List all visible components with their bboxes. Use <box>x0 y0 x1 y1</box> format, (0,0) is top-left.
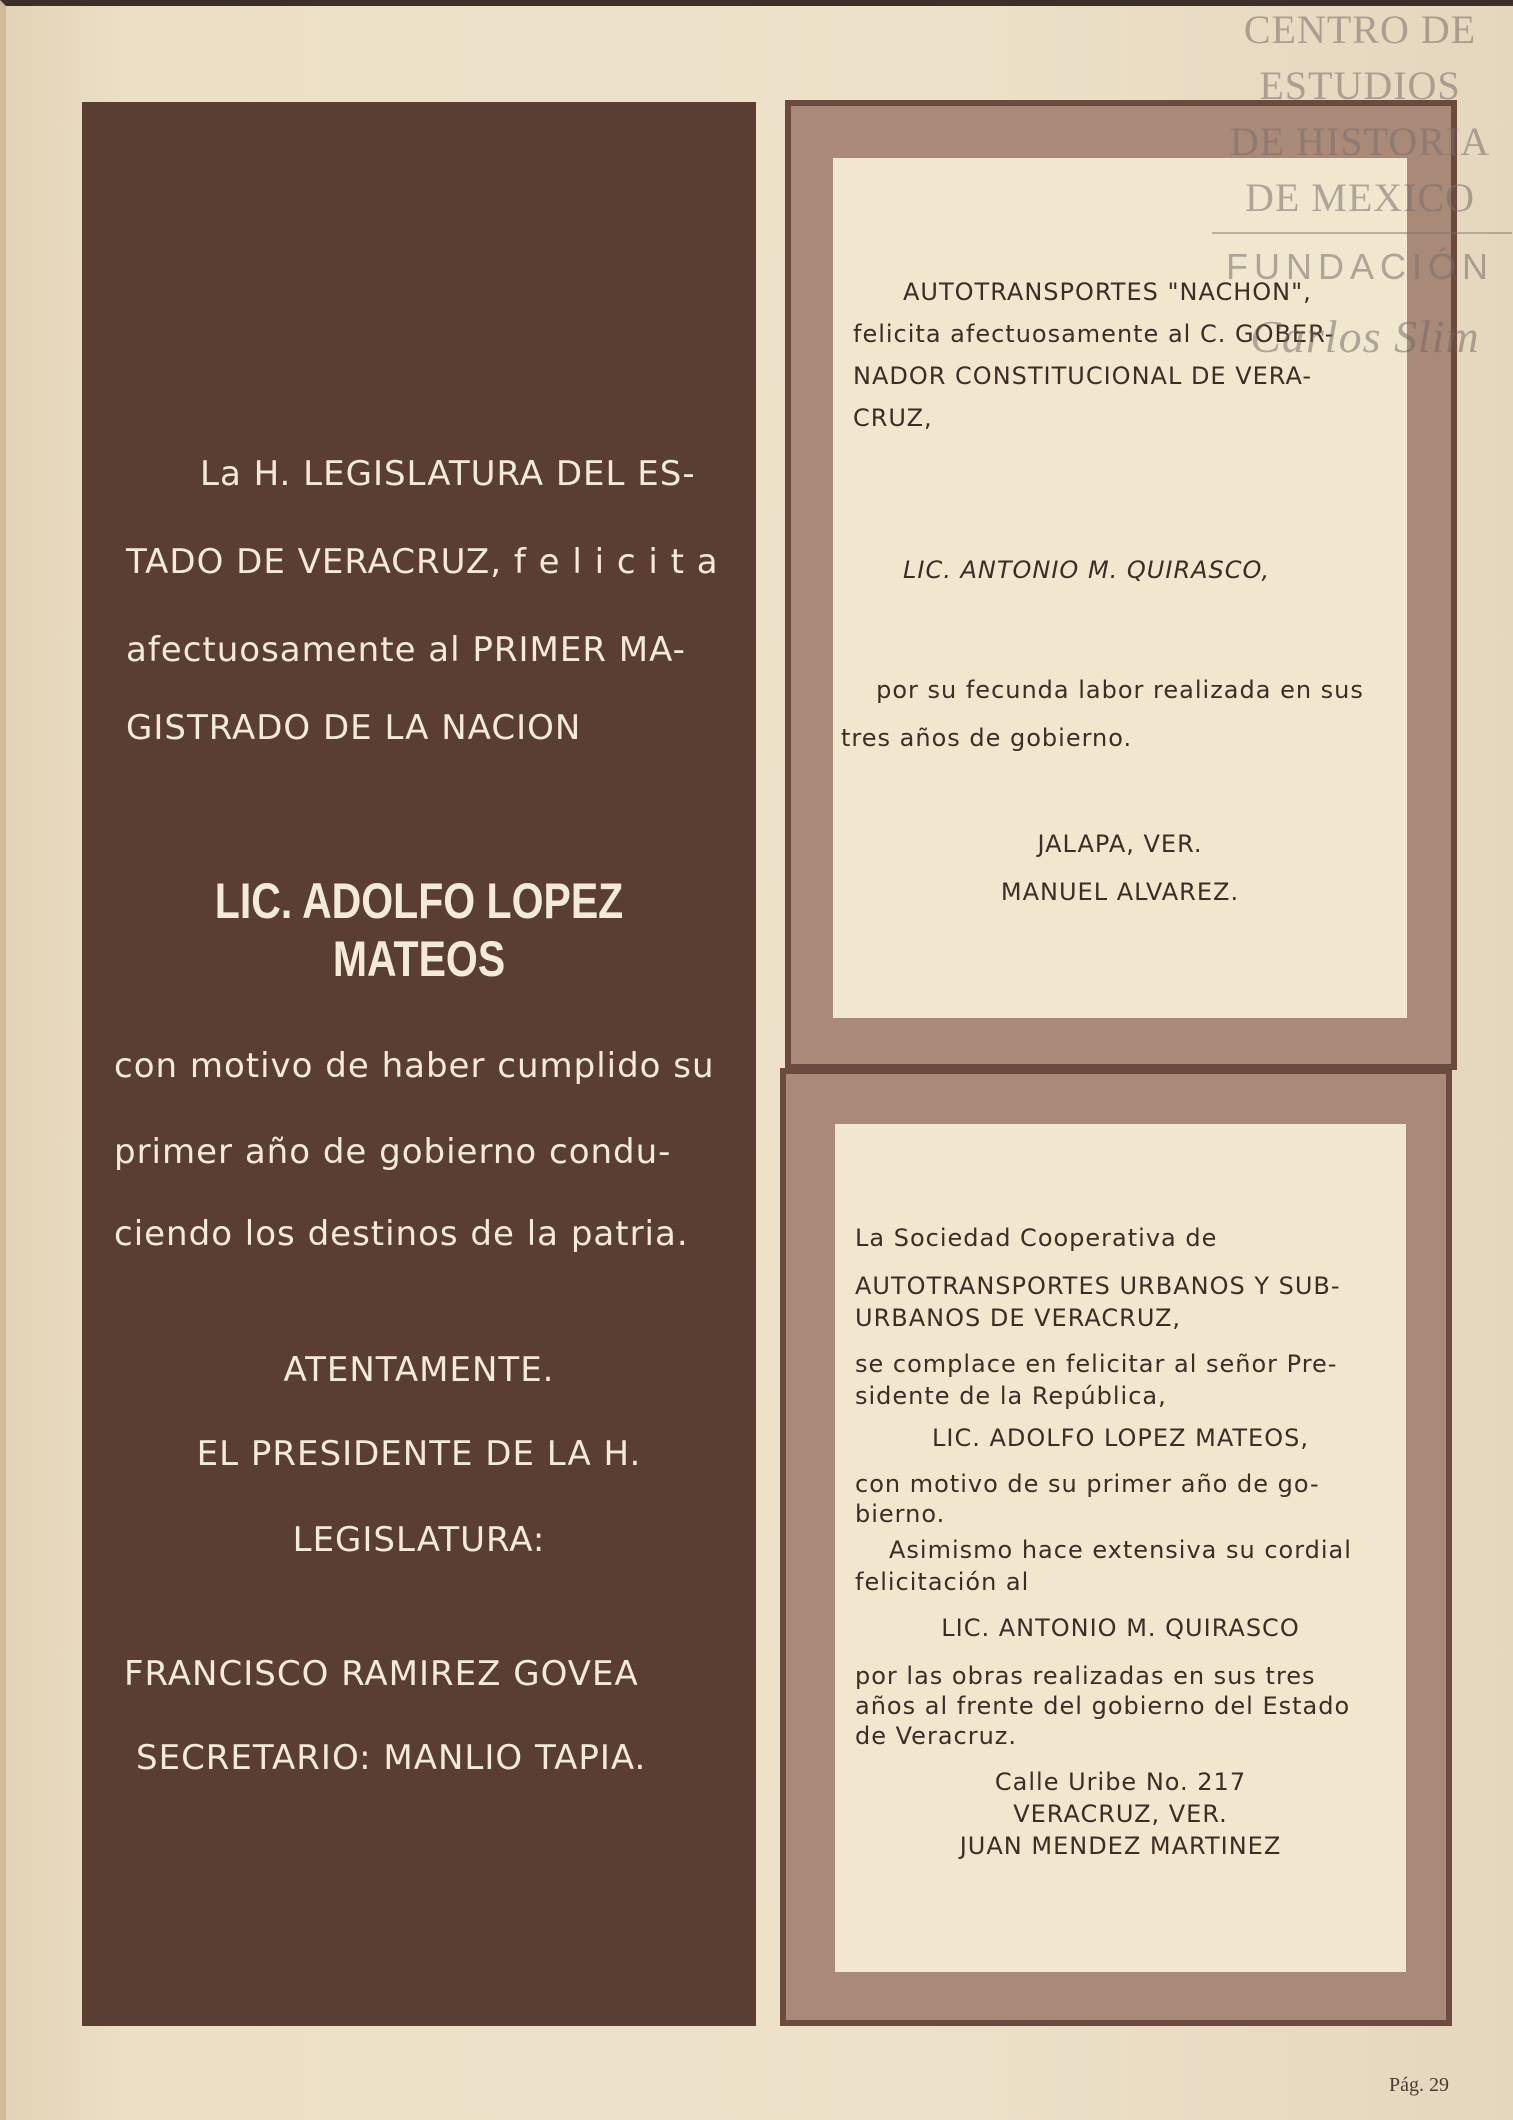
watermark-foundation: FUNDACIÓN <box>1226 246 1494 287</box>
ad-line: CRUZ, <box>853 404 933 432</box>
ad-city: VERACRUZ, VER. <box>1013 1800 1228 1828</box>
watermark-signature: Carlos Slim <box>1250 311 1480 362</box>
intro-line: afectuosamente al PRIMER MA- <box>126 630 686 670</box>
ad-signer: JUAN MENDEZ MARTINEZ <box>959 1832 1282 1860</box>
intro-line: TADO DE VERACRUZ, f e l i c i t a <box>126 542 719 582</box>
ad-greeting-line: se complace en felicitar al señor Pre- <box>855 1350 1338 1378</box>
ad-honoree: LIC. ADOLFO LOPEZ MATEOS, <box>932 1424 1309 1452</box>
ad-line: AUTOTRANSPORTES "NACHON", <box>903 278 1312 306</box>
watermark-line: CENTRO DE <box>1243 7 1477 52</box>
watermark-line: DE MEXICO <box>1244 175 1476 220</box>
closing-text: ATENTAMENTE. <box>283 1350 555 1390</box>
ad-company-line: AUTOTRANSPORTES URBANOS Y SUB- <box>855 1272 1341 1300</box>
watermark-divider <box>1212 232 1512 234</box>
intro-line: La H. LEGISLATURA DEL ES- <box>200 454 696 494</box>
ad-motive-line: con motivo de su primer año de go- <box>855 1470 1320 1498</box>
ad-honoree: LIC. ANTONIO M. QUIRASCO, <box>903 556 1271 584</box>
motive-line: ciendo los destinos de la patria. <box>114 1214 689 1254</box>
legislatura-ad-panel <box>82 102 756 2026</box>
watermark-line: DE HISTORIA <box>1229 119 1491 164</box>
page-number: Pág. 29 <box>1389 2074 1449 2096</box>
honoree-name: LIC. ADOLFO LOPEZ MATEOS <box>214 873 624 987</box>
ad-line: felicita afectuosamente al C. GOBER- <box>853 320 1335 348</box>
ad-intro: La Sociedad Cooperativa de <box>855 1224 1218 1252</box>
president-line: EL PRESIDENTE DE LA H. <box>196 1434 642 1474</box>
president-name: FRANCISCO RAMIREZ GOVEA <box>124 1654 639 1694</box>
intro-line: GISTRADO DE LA NACION <box>126 708 582 748</box>
ad-extension-line: Asimismo hace extensiva su cordial <box>889 1536 1352 1564</box>
ad-works-line: de Veracruz. <box>855 1722 1018 1750</box>
ad-place: JALAPA, VER. <box>1037 830 1203 858</box>
cooperativa-ad-frame <box>780 1068 1452 2026</box>
motive-line: primer año de gobierno condu- <box>114 1132 672 1172</box>
ad-reason-line: por su fecunda labor realizada en sus <box>876 676 1364 704</box>
ad-second-honoree: LIC. ANTONIO M. QUIRASCO <box>941 1614 1300 1642</box>
motive-line: con motivo de haber cumplido su <box>114 1046 715 1086</box>
president-line: LEGISLATURA: <box>292 1520 546 1560</box>
ad-works-line: por las obras realizadas en sus tres <box>855 1662 1316 1690</box>
ad-greeting-line: sidente de la República, <box>855 1382 1167 1410</box>
ad-company-line: URBANOS DE VERACRUZ, <box>855 1304 1182 1332</box>
secretary-name: SECRETARIO: MANLIO TAPIA. <box>136 1738 647 1778</box>
ad-line: NADOR CONSTITUCIONAL DE VERA- <box>853 362 1313 390</box>
ad-motive-line: bierno. <box>855 1500 946 1528</box>
cooperativa-ad-card <box>835 1124 1406 1972</box>
ad-signer: MANUEL ALVAREZ. <box>1000 878 1240 906</box>
ad-extension-line: felicitación al <box>855 1568 1030 1596</box>
ad-address: Calle Uribe No. 217 <box>994 1768 1247 1796</box>
ad-reason-line: tres años de gobierno. <box>841 724 1133 752</box>
ad-works-line: años al frente del gobierno del Estado <box>855 1692 1351 1720</box>
watermark-line: ESTUDIOS <box>1259 63 1461 108</box>
